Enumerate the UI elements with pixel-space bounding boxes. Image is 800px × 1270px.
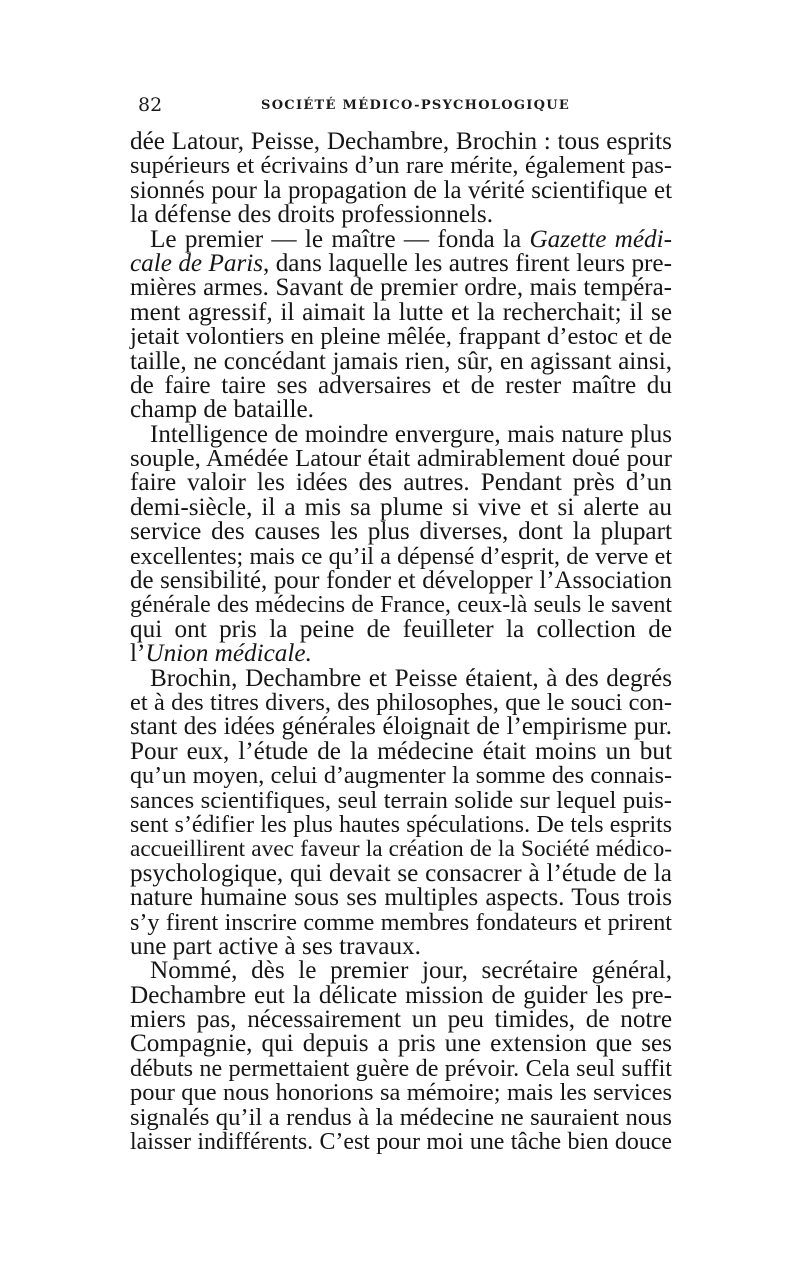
- text-line: supérieurs et écrivains d’un rare mérite, également pas-: [130, 152, 672, 180]
- text-line: qu’un moyen, celui d’augmenter la somme des connais-: [130, 763, 672, 790]
- text-line: Dechambre eut la délicate mission de guider les pre-: [130, 981, 672, 1009]
- text-line: signalés qu’il a rendus à la médecine ne sauraient nous: [130, 1103, 672, 1131]
- text-line: champ de bataille.: [130, 396, 314, 424]
- text-line: service des causes les plus diverses, dont la plupart: [130, 518, 672, 546]
- text-line: jetait volontiers en pleine mêlée, frappant d’estoc et de: [130, 323, 672, 351]
- text-line: pour que nous honorions sa mémoire; mais les services: [130, 1079, 672, 1107]
- text-line: Compagnie, qui depuis a pris une extension que ses: [130, 1030, 672, 1058]
- text-line: excellentes; mais ce qu’il a dépensé d’esprit, de verve et: [130, 543, 672, 570]
- text-line: ment agressif, il aimait la lutte et la recherchait; il se: [130, 298, 672, 326]
- text-line: psychologique, qui devait se consacrer à l’étude de la: [130, 859, 672, 887]
- running-head: [130, 93, 680, 117]
- text-line: demi-siècle, il a mis sa plume si vive et si alerte au: [130, 493, 672, 521]
- text-line: nature humaine sous ses multiples aspects. Tous trois: [130, 884, 672, 912]
- text-line: débuts ne permettaient guère de prévoir. Cela seul suffit: [130, 1054, 672, 1082]
- page-number: 82: [138, 94, 163, 116]
- body-text: [130, 130, 672, 1154]
- text-line: taille, ne concédant jamais rien, sûr, en agissant ainsi,: [130, 347, 672, 375]
- italic-title: Union médicale.: [145, 640, 312, 668]
- text-line: accueillirent avec faveur la création de la Société médico-: [130, 836, 672, 863]
- running-title: SOCIÉTÉ MÉDICO-PSYCHOLOGIQUE: [261, 98, 571, 113]
- text-line: sent s’édifier les plus hautes spéculations. De tels esprits: [130, 811, 672, 838]
- text-line: stant des idées générales éloignait de l’empirisme pur.: [130, 713, 672, 741]
- text-line: cale de Paris, dans laquelle les autres firent leurs pre-: [130, 249, 672, 277]
- text-line: laisser indifférents. C’est pour moi une tâche bien douce: [130, 1129, 672, 1156]
- text-line: Brochin, Dechambre et Peisse étaient, à des degrés: [150, 664, 672, 692]
- text-line: sances scientifiques, seul terrain solide sur lequel puis-: [130, 786, 672, 814]
- text-line: la défense des droits professionnels.: [130, 201, 494, 229]
- text-line: miers pas, nécessairement un peu timides, de notre: [130, 1006, 672, 1034]
- text-line: Le premier — le maître — fonda la Gazette médi-: [150, 225, 672, 253]
- text-line: s’y firent inscrire comme membres fondateurs et prirent: [130, 908, 672, 936]
- text-line: Nommé, dès le premier jour, secrétaire général,: [150, 957, 672, 985]
- text-line: de faire taire ses adversaires et de rester maître du: [130, 371, 672, 399]
- text-line: Pour eux, l’étude de la médecine était moins un but: [130, 737, 672, 765]
- text-line: souple, Amédée Latour était admirablement doué pour: [130, 445, 672, 473]
- text-line: Intelligence de moindre envergure, mais nature plus: [150, 420, 672, 448]
- text-line: générale des médecins de France, ceux-là seuls le savent: [130, 592, 672, 619]
- text-line: l’Union médicale.: [130, 640, 312, 668]
- text-line: et à des titres divers, des philosophes, que le souci con-: [130, 688, 672, 716]
- text-line: mières armes. Savant de premier ordre, mais tempéra-: [130, 274, 672, 302]
- text-line: qui ont pris la peine de feuilleter la collection de: [130, 615, 672, 643]
- text-line: dée Latour, Peisse, Dechambre, Brochin : tous esprits: [130, 128, 672, 155]
- text-line: sionnés pour la propagation de la vérité scientifique et: [130, 176, 672, 204]
- text-line: une part active à ses travaux.: [130, 932, 421, 960]
- text-line: faire valoir les idées des autres. Pendant près d’un: [130, 469, 672, 497]
- italic-title: Gazette médi-: [529, 225, 672, 253]
- italic-title: cale de Paris: [130, 249, 264, 277]
- text-line: de sensibilité, pour fonder et développer l’Association: [130, 567, 672, 595]
